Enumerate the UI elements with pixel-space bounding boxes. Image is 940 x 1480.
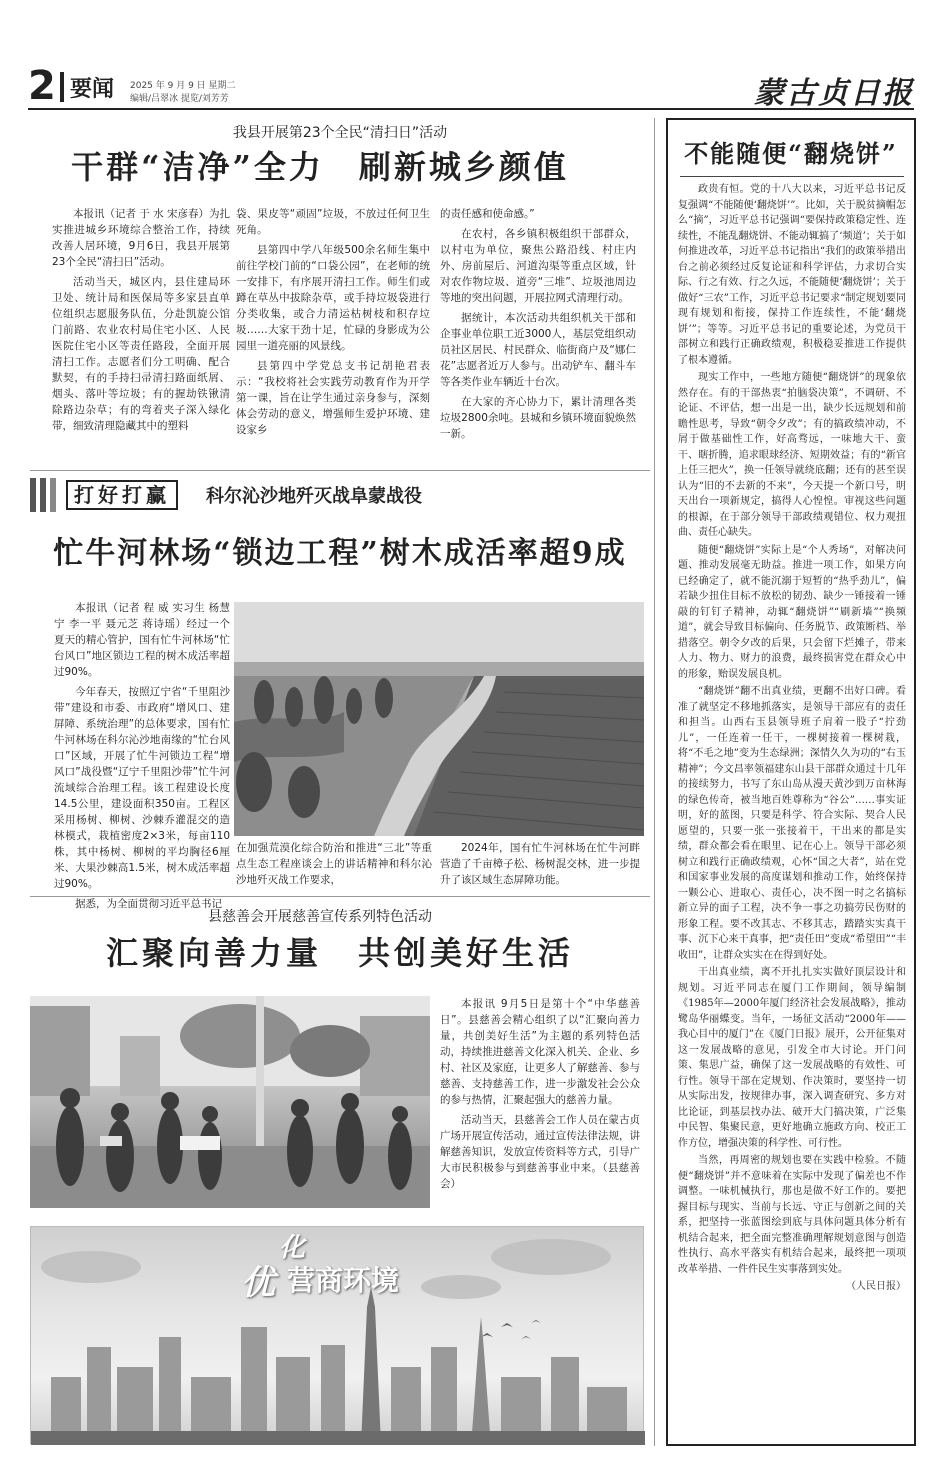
article1-column-1 bbox=[52, 206, 230, 464]
article1-paragraph: 袋、果皮等“顽固”垃圾，不放过任何卫生死角。 bbox=[236, 208, 430, 236]
article2-continuation-1 bbox=[236, 840, 432, 888]
article2-continuation-2 bbox=[440, 840, 640, 888]
paper-name-logo: 蒙古贞日报 bbox=[754, 76, 914, 111]
commentary-paragraph: “翻烧饼”翻不出真业绩，更翻不出好口碑。看准了就坚定不移地抓落实，是领导干部应有的责任和担当。山西右玉县领导班子肩着一股子“拧劲儿”，一任连着一任干，一棵树接着一棵树栽，将“不毛之地”变为生态绿洲；深情久久为功的“右玉精神”；今文昌率领福建东山县干部群众通过十几年的接续努力，书写了东山岛从漫天黄沙到万亩林海的绿色传奇，被当地百姓尊称为“谷公”……事实证明，好的蓝图，只要是科学、符合实际、契合人民愿望的，只要一张一张接着干，干出来的都是实绩，群众都会看在眼里、记在心上。领导干部必须树立和践行正确政绩观，心怀“国之大者”，站在党和国家事业发展的高度谋划和推动工作，始终保持一颗公心、进取心、责任心，决不图一时之名搞标新立异的面子工程，决不争一事之功搞劳民伤财的形象工程。要不改其志、不移其志，踏踏实实真干事、沉下心来干真事，把“责任田”变成“希望田”“丰收田”，让群众实实在在得到好处。 bbox=[678, 686, 906, 961]
ad-title-main: 营商环境 bbox=[287, 1264, 400, 1297]
article3-paragraph: 活动当天，县慈善会工作人员在蒙古贞广场开展宣传活动，通过宣传法律法规，讲解慈善知识，发放宣传资料等方式，引导广大市民积极参与到慈善事业中来。（县慈善会） bbox=[440, 1114, 640, 1190]
banner-boxed-label: 打好打赢 bbox=[66, 480, 178, 510]
article1-paragraph: 据统计，本次活动共组织机关干部和企事业单位职工近3000人，基层党组织动员社区居民、村民群众、临街商户及“娜仁花”志愿者近万人参与。出动铲车、翻斗车等各类作业车辆近十台次。 bbox=[440, 312, 636, 388]
commentary-title: 不能随便“翻烧饼” bbox=[684, 139, 898, 168]
article1-paragraph: 在农村，各乡镇积极组织干部群众，以村屯为单位，聚焦公路沿线、村庄内外、房前屋后、河道沟渠等重点区域，针对农作物垃圾、道旁“三堆”、垃圾池周边等地的突出问题，开展拉网式清理行动。 bbox=[440, 228, 636, 304]
article1-paragraph: 县第四中学党总支书记胡艳君表示：“我校将社会实践劳动教育作为开学第一课，旨在让学生通过亲身参与，深刻体会劳动的意义，增强师生爱护环境、建设家乡 bbox=[236, 360, 430, 436]
article1-kicker: 我县开展第23个全民“清扫日”活动 bbox=[232, 125, 448, 141]
commentary-body bbox=[678, 182, 906, 1436]
ad-title-small: 化 bbox=[279, 1233, 306, 1263]
article3-column bbox=[440, 996, 640, 1216]
commentary-source: （人民日报） bbox=[846, 1281, 906, 1292]
date-line: 2025 年 9 月 9 日 星期二 bbox=[130, 81, 236, 91]
commentary-paragraph: 政贵有恒。党的十八大以来，习近平总书记反复强调“不能随便‘翻烧饼’”。比如，关于脱贫摘帽怎么“摘”，习近平总书记强调“要保持政策稳定性、连续性，不能乱翻烧饼、不能动辄搞了‘频道’；关于如何推进改革，习近平总书记指出“我们的政策举措出台之前必须经过反复论证和科学评估，力求切合实际、行之有效、行之久远，不能随便‘翻烧饼’；关于做好“三农”工作，习近平总书记要求“制定规划要同现有规划和衔接，保持工作连续性，不能‘翻烧饼’”；等等。习近平总书记的重要论述，为党员干部树立和践行正确政绩观，积极稳妥推进工作提供了根本遵循。 bbox=[678, 184, 906, 366]
section-name: 要闻 bbox=[70, 77, 115, 102]
article2-paragraph: 在加强荒漠化综合防治和推进“三北”等重点生态工程座谈会上的讲话精神和科尔沁沙地歼灭战工作要求， bbox=[236, 842, 432, 886]
article1-paragraph: 本报讯（记者 于 水 宋彦春）为扎实推进城乡环境综合整治工作，持续改善人居环境，9月6日，我县开展第23个全民“清扫日”活动。 bbox=[52, 208, 231, 268]
ad-title-big: 优 bbox=[241, 1263, 275, 1303]
article2-paragraph: 今年春天，按照辽宁省“千里阻沙带”建设和市委、市政府“增风口、建屏障、系统治理”的总体要求，国有忙牛河林场在科尔沁沙地南缘的“忙台风口”区域，开展了忙牛河锁边工程“增风口”战役暨“辽宁千里阻沙带”忙牛河流域综合治理工程。该工程建设长度14.5公里，建设面积350亩。工程区采用杨树、柳树、沙棘乔灌混交的造林模式，栽植密度2×3米，每亩110株，其中杨树、柳树的平均胸径6厘米、大果沙棘高1.5米，树木成活率超过90%。 bbox=[54, 686, 230, 890]
article3-paragraph: 本报讯 9月5日是第十个“中华慈善日”。县慈善会精心组织了以“汇聚向善力量，共创美好生活”为主题的系列特色活动，持续推进慈善文化深入机关、企业、乡村、社区及家庭，让更多人了解慈善、参与慈善、支持慈善工作，进一步激发社会公众的参与热情，汇聚起强大的慈善力量。 bbox=[440, 998, 640, 1106]
editor-line: 编辑/吕翠冰 提览/刘芳芳 bbox=[130, 94, 229, 104]
page-number-divider bbox=[60, 72, 64, 102]
charity-event-photo bbox=[30, 996, 430, 1208]
banner-bar bbox=[50, 478, 56, 512]
article3-kicker: 县慈善会开展慈善宣传系列特色活动 bbox=[208, 909, 432, 925]
banner-bar bbox=[30, 478, 36, 512]
article3-title: 汇聚向善力量 共创美好生活 bbox=[105, 934, 574, 972]
commentary-paragraph: 干出真业绩，离不开扎扎实实做好顶层设计和规划。习近平同志在厦门工作期间，领导编制《1985年—2000年厦门经济社会发展战略》，推动鹭岛华丽蝶变。当年，一场征文活动“2000年——我心目中的厦门”在《厦门日报》展开，公开征集对这一发展战略的意见，引发全市大讨论。开门问策、集思广益，确保了这一发展战略的有效性、可行性。领导干部在定规划、作决策时，要坚持一切从实际出发，按规律办事，深入调查研究、多方对比论证，到基层找办法、破开大门搞决策，广泛集中民智、集聚民意，更好地确立施政方向、校正工作方位，增强决策的科学性、可行性。 bbox=[678, 967, 906, 1149]
article1-paragraph: 的责任感和使命感。” bbox=[440, 208, 535, 220]
article2-paragraph: 2024年，国有忙牛河林场在忙牛河畔营造了千亩樟子松、杨树混交林，进一步提升了该区域生态屏障功能。 bbox=[440, 842, 640, 886]
commentary-paragraph: 现实工作中，一些地方随便“翻烧饼”的现象依然存在。有的干部热衷“拍脑袋决策”，不调研、不论证、不评估，想一出是一出，缺少长远规划和前瞻性思考，导致“朝令夕改”；有的搞政绩冲动，不屑于做基础性工作，好高骛远，一味地大干、蛮干、瞎折腾，追求眼球经济、短期效益；有的“新官上任三把火”，换一任领导就绕底翻；还有的甚至误认为“旧的不去新的不来”，今天提一个新口号，明天出台一项新规定，搞得人心惶惶。审视这些问题的根源，在于部分领导干部政绩观错位、权力观扭曲、责任心缺失。 bbox=[678, 372, 906, 538]
article1-title: 干群“洁净”全力 刷新城乡颜值 bbox=[71, 148, 569, 186]
column-divider bbox=[654, 118, 655, 1446]
business-environment-ad bbox=[30, 1226, 644, 1444]
commentary-title-rule bbox=[680, 176, 904, 177]
commentary-paragraph: 随便“翻烧饼”实际上是“个人秀场”，对解决问题、推动发展毫无助益。推进一项工作，如果方向已经确定了，就不能沉溺于短暂的“热乎劲儿”，偏若缺少扭住目标不放松的韧劲、缺少一锤接着一锤敲的钉钉子精神，动辄“翻烧饼”“刷新墙”“换频道”，就会导致目标偏向、任务脱节、政策断档、举措落空。朝令夕改的后果，只会留下烂摊子，带来人力、物力、财力的浪费，最终损害党在群众心中的形象，贻误发展良机。 bbox=[678, 544, 906, 680]
article2-paragraph: 据悉，为全面贯彻习近平总书记 bbox=[75, 898, 222, 910]
article1-paragraph: 活动当天，城区内，县住建局环卫处、统计局和医保局等多家县直单位组织志愿服务队伍，分赴凯旋公馆门前路、农业农村局住宅小区、人民医院住宅小区等责任路段，全面开展清扫工作。志愿者们分工明确、配合默契，有的手持扫帚清扫路面纸屑、烟头、落叶等垃圾；有的握劫铁锹清除路边杂草；有的弯着夹子深入绿化带，细致清理隐藏其中的塑料 bbox=[52, 276, 230, 432]
column-banner bbox=[30, 476, 650, 516]
masthead bbox=[28, 63, 914, 111]
page-number: 2 bbox=[28, 63, 56, 109]
section-divider bbox=[30, 896, 650, 897]
banner-bar bbox=[40, 478, 46, 512]
article1-paragraph: 县第四中学八年级500余名师生集中前往学校门前的“口袋公园”，在老师的统一安排下，有序展开清扫工作。师生们或蹲在草丛中拔除杂草，或手持垃圾袋进行分类收集，或合力清运枯树枝和积存垃圾……大家干劲十足，忙碌的身影成为公园里一道亮丽的风景线。 bbox=[236, 244, 430, 352]
banner-subtitle: 科尔沁沙地歼灭战阜蒙战役 bbox=[206, 486, 422, 507]
commentary-paragraph: 当然，再周密的规划也要在实践中检验。不随便“翻烧饼”并不意味着在实际中发现了偏差也不作调整。一味机械执行，那也是做不好工作的。要把握目标与现实、当前与长远、守正与创新之间的关系，把坚持一张蓝图绘到底与具体问题具体分析有机结合起来，把全面完整准确理解规划意图与创造性执行、高水平落实有机结合起来，最终把一项项改革举措、一件件民生实事落到实处。 bbox=[678, 1155, 906, 1275]
article2-title: 忙牛河林场“锁边工程”树木成活率超9成 bbox=[53, 536, 627, 571]
article2-paragraph: 本报讯（记者 程 威 实习生 杨慧宁 李一平 聂元芝 蒋诗瑶）经过一个夏天的精心管护，国有忙牛河林场“忙台风口”地区锁边工程的树木成活率超过90%。 bbox=[54, 602, 230, 678]
section-divider bbox=[30, 470, 650, 471]
forest-river-photo-illustration bbox=[234, 602, 644, 836]
article2-column-1 bbox=[54, 600, 230, 910]
forest-river-photo bbox=[234, 602, 644, 836]
charity-event-photo-illustration bbox=[30, 996, 430, 1208]
commentary-box bbox=[666, 118, 916, 1446]
article1-column-3 bbox=[440, 206, 636, 464]
article1-paragraph: 在大家的齐心协力下，累计清理各类垃圾2800余吨。县城和乡镇环境面貌焕然一新。 bbox=[440, 396, 636, 440]
article1-column-2 bbox=[236, 206, 430, 464]
